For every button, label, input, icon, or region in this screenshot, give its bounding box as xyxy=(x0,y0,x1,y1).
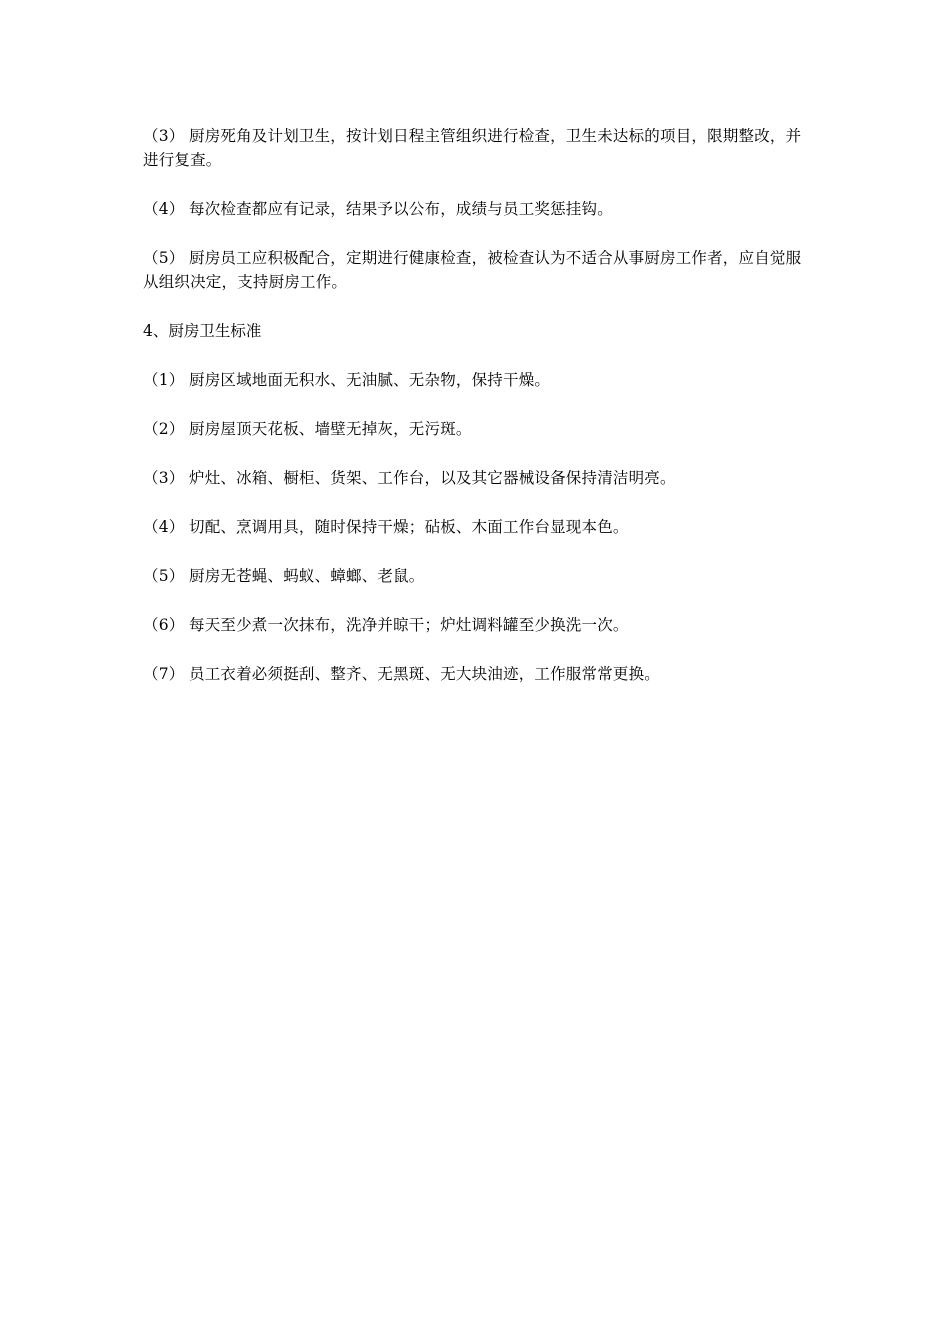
item-number: （6） xyxy=(143,616,185,634)
item-number: （2） xyxy=(143,420,185,438)
item-text: 厨房屋顶天花板、墙壁无掉灰，无污斑。 xyxy=(189,420,472,438)
list-item xyxy=(143,466,803,490)
item-number: （3） xyxy=(143,469,185,487)
item-number: （3） xyxy=(143,127,185,145)
list-item xyxy=(143,417,803,441)
item-text: 每次检查都应有记录，结果予以公布，成绩与员工奖惩挂钩。 xyxy=(189,200,613,218)
item-number: （7） xyxy=(143,665,185,683)
item-text: 切配、烹调用具，随时保持干燥；砧板、木面工作台显现本色。 xyxy=(189,518,629,536)
item-text: 厨房无苍蝇、蚂蚁、蟑螂、老鼠。 xyxy=(189,567,425,585)
item-number: （4） xyxy=(143,518,185,536)
document-body xyxy=(143,124,803,711)
item-text: 厨房区域地面无积水、无油腻、无杂物，保持干燥。 xyxy=(189,371,551,389)
list-item xyxy=(143,613,803,637)
item-number: （5） xyxy=(143,567,185,585)
list-item xyxy=(143,197,803,221)
list-item xyxy=(143,124,803,172)
list-item xyxy=(143,564,803,588)
item-text: 厨房死角及计划卫生，按计划日程主管组织进行检查，卫生未达标的项目，限期整改，并进行复查。 xyxy=(143,127,802,169)
item-text: 每天至少煮一次抹布，洗净并晾干；炉灶调料罐至少换洗一次。 xyxy=(189,616,629,634)
item-text: 厨房员工应积极配合，定期进行健康检查，被检查认为不适合从事厨房工作者，应自觉服从组织决定，支持厨房工作。 xyxy=(143,249,802,291)
section-heading: 4、厨房卫生标准 xyxy=(143,322,262,340)
list-item xyxy=(143,515,803,539)
item-number: （5） xyxy=(143,249,185,267)
list-item xyxy=(143,368,803,392)
item-number: （4） xyxy=(143,200,185,218)
item-text: 炉灶、冰箱、橱柜、货架、工作台，以及其它器械设备保持清洁明亮。 xyxy=(189,469,676,487)
item-number: （1） xyxy=(143,371,185,389)
list-item xyxy=(143,246,803,294)
item-text: 员工衣着必须挺刮、整齐、无黑斑、无大块油迹，工作服常常更换。 xyxy=(189,665,661,683)
list-item xyxy=(143,662,803,686)
